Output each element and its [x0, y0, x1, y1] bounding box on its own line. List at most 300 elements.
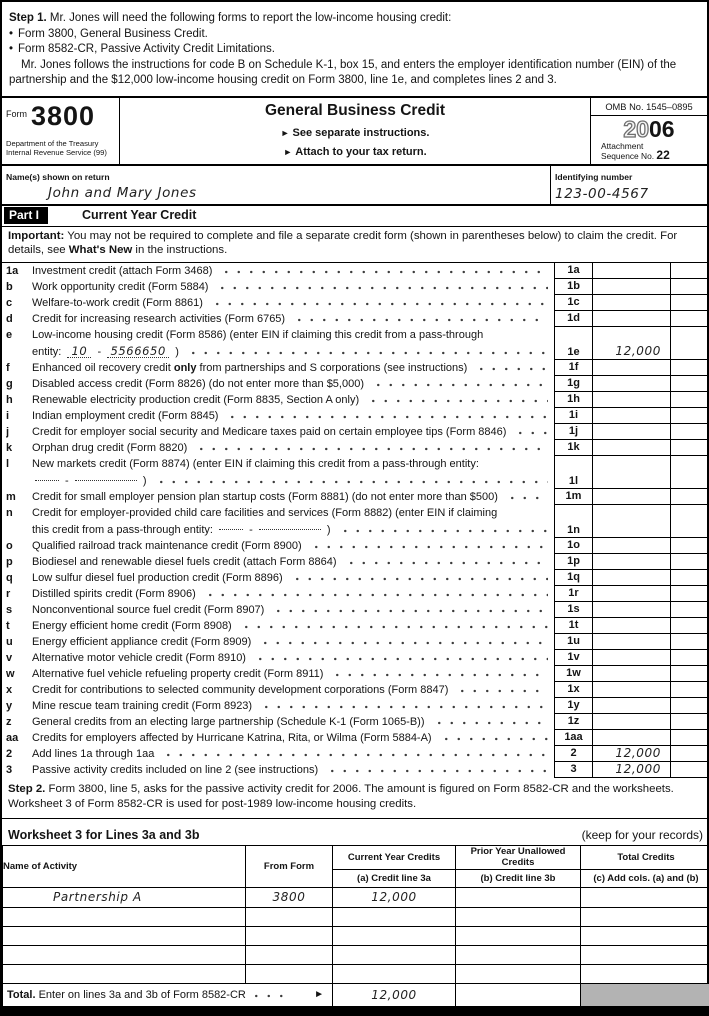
ein-field-part2[interactable]: 5566650 [107, 346, 169, 358]
cents-cell[interactable] [670, 279, 707, 295]
amount-cell-1v[interactable] [592, 650, 670, 666]
amount-cell-1c[interactable] [592, 295, 670, 311]
omb-block [590, 98, 707, 164]
line-number-box: 1v [554, 650, 592, 666]
part1-line-1r [2, 586, 707, 602]
line-prefix: 1a [6, 265, 32, 277]
line-label: Distilled spirits credit (Form 8906) [32, 588, 196, 600]
name-field [2, 166, 550, 204]
total-credit-c-cell [581, 983, 709, 1006]
amount-cell-2[interactable] [592, 746, 670, 762]
cents-cell[interactable] [670, 682, 707, 698]
line-desc [2, 618, 554, 634]
cents-cell[interactable] [670, 327, 707, 360]
line-number-box: 1t [554, 618, 592, 634]
part1-line-1f [2, 360, 707, 376]
cents-cell[interactable] [670, 263, 707, 279]
line-prefix: u [6, 636, 32, 648]
part1-line-1n [2, 505, 707, 538]
part1-line-1i [2, 408, 707, 424]
arrow-icon: ► [314, 989, 324, 1000]
cents-cell[interactable] [670, 714, 707, 730]
instruction-line: ► See separate instructions. [126, 127, 584, 139]
cents-cell[interactable] [670, 666, 707, 682]
dot-leader [475, 362, 548, 374]
bullet-icon: • [9, 27, 13, 43]
dot-leader [326, 764, 548, 776]
col-header-name-of-activity: Name of Activity [3, 845, 246, 887]
dot-leader [155, 475, 548, 487]
credit-a-cell[interactable] [333, 907, 456, 926]
line-number-box: 1m [554, 489, 592, 505]
credit-a-cell[interactable] [333, 926, 456, 945]
line-label: New markets credit (Form 8874) (enter EIN if claiming this credit from a pass-through entity: [32, 458, 479, 470]
line-desc [2, 376, 554, 392]
from-form-cell[interactable] [246, 945, 333, 964]
total-credit-b-cell[interactable] [456, 983, 581, 1006]
dot-leader [250, 989, 284, 1001]
part1-line-1t [2, 618, 707, 634]
part1-line-1g [2, 376, 707, 392]
worksheet-title: Worksheet 3 for Lines 3a and 3b [8, 828, 200, 842]
worksheet-row [3, 907, 709, 926]
amount-cell-1f[interactable] [592, 360, 670, 376]
line-label: Energy efficient appliance credit (Form 8909) [32, 636, 251, 648]
line-prefix: s [6, 604, 32, 616]
dot-leader [211, 297, 548, 309]
line-prefix: p [6, 556, 32, 568]
line-label: Low-income housing credit (Form 8586) (enter EIN if claiming this credit from a pass-through [32, 329, 483, 341]
part1-tag: Part I [4, 207, 48, 224]
dot-leader [440, 732, 548, 744]
amount-cell-1g[interactable] [592, 376, 670, 392]
line-desc [2, 440, 554, 456]
form-title-block [120, 98, 590, 164]
amount-cell-1x[interactable] [592, 682, 670, 698]
line-desc [2, 311, 554, 327]
credit-b-cell[interactable] [456, 945, 581, 964]
line-prefix: j [6, 426, 32, 438]
dot-leader [260, 700, 548, 712]
line-desc [2, 392, 554, 408]
amount-cell-1u[interactable] [592, 634, 670, 650]
worksheet-row [3, 945, 709, 964]
line-label: Qualified railroad track maintenance credit (Form 8900) [32, 540, 302, 552]
line-prefix: n [6, 507, 32, 519]
part1-line-1l [2, 456, 707, 489]
line-desc [2, 586, 554, 602]
cents-cell[interactable] [670, 311, 707, 327]
dot-leader [204, 588, 548, 600]
attachment-sequence: Attachment Sequence No. 22 [591, 141, 707, 164]
dot-leader [226, 410, 548, 422]
line-prefix: e [6, 329, 32, 341]
line-desc [2, 279, 554, 295]
line-label: Alternative motor vehicle credit (Form 8910) [32, 652, 246, 664]
activity-name-cell[interactable]: Partnership A [3, 887, 246, 907]
dot-leader [456, 684, 548, 696]
tax-year: 2006 [591, 116, 707, 141]
amount-cell-1z[interactable] [592, 714, 670, 730]
line-desc [2, 714, 554, 730]
from-form-cell[interactable] [246, 907, 333, 926]
amount-cell-1r[interactable] [592, 586, 670, 602]
step1-label: Step 1. [9, 12, 47, 24]
line-label-continued: entity: [32, 346, 64, 358]
line-number-box: 1b [554, 279, 592, 295]
cents-cell[interactable] [670, 408, 707, 424]
line-prefix: v [6, 652, 32, 664]
line-number-box: 1q [554, 570, 592, 586]
line-prefix: k [6, 442, 32, 454]
amount-cell-1s[interactable] [592, 602, 670, 618]
cents-cell[interactable] [670, 424, 707, 440]
worksheet-row [3, 926, 709, 945]
line-number-box: 1x [554, 682, 592, 698]
form-title: General Business Credit [126, 102, 584, 120]
part1-line-1c [2, 295, 707, 311]
line-label: Investment credit (attach Form 3468) [32, 265, 212, 277]
part1-line-1w [2, 666, 707, 682]
part1-line-2 [2, 746, 707, 762]
part1-line-1a [2, 263, 707, 279]
line-desc [2, 263, 554, 279]
cents-cell[interactable] [670, 554, 707, 570]
part1-line-1h [2, 392, 707, 408]
line-desc: l New markets credit (Form 8874) (enter EIN if claiming this credit from a pass-through entity: - ) [2, 456, 554, 489]
identifying-number-field [550, 166, 707, 204]
amount-cell-1p[interactable] [592, 554, 670, 570]
dot-leader [345, 556, 549, 568]
amount-cell-1d[interactable] [592, 311, 670, 327]
step2-paragraph: Step 2. Form 3800, line 5, asks for the passive activity credit for 2006. The amount is figured on Form 8582-CR and the worksheets. Worksheet 3 of Form 8582-CR is used for post-1989 low-income housing credits. [2, 778, 707, 819]
dot-leader [291, 572, 548, 584]
col-subheader-a: (a) Credit line 3a [333, 869, 456, 887]
activity-name-cell[interactable] [3, 907, 246, 926]
worksheet-table [2, 845, 709, 1007]
line-desc [2, 424, 554, 440]
dot-leader [254, 652, 548, 664]
credit-b-cell[interactable] [456, 964, 581, 983]
credit-b-cell[interactable] [456, 887, 581, 907]
amount-cell-1n[interactable] [592, 505, 670, 538]
part1-line-1u [2, 634, 707, 650]
line-desc [2, 554, 554, 570]
line-prefix: h [6, 394, 32, 406]
part1-line-1m [2, 489, 707, 505]
dot-leader [220, 265, 548, 277]
part1-line-1j [2, 424, 707, 440]
line-desc: f Enhanced oil recovery credit only from partnerships and S corporations (see instructions) [2, 360, 554, 376]
amount-cell-1q[interactable] [592, 570, 670, 586]
line-prefix: w [6, 668, 32, 680]
cents-cell[interactable] [670, 730, 707, 746]
line-prefix: c [6, 297, 32, 309]
line-number-box: 1l [554, 456, 592, 489]
credit-b-cell[interactable] [456, 926, 581, 945]
part1-line-1q [2, 570, 707, 586]
line-number-box: 1a [554, 263, 592, 279]
line-label: Credits for employers affected by Hurricane Katrina, Rita, or Wilma (Form 5884-A) [32, 732, 432, 744]
line-number-box: 1o [554, 538, 592, 554]
credit-c-cell[interactable] [581, 945, 709, 964]
amount-cell-1e[interactable] [592, 327, 670, 360]
from-form-cell[interactable] [246, 926, 333, 945]
amount-cell-1a[interactable] [592, 263, 670, 279]
ein-field-part2[interactable] [75, 480, 137, 481]
line-number-box: 1y [554, 698, 592, 714]
col-header-current-year-credits: Current Year Credits [333, 845, 456, 869]
bullet-item: • Form 3800, General Business Credit. [9, 27, 700, 43]
line-number-box: 1w [554, 666, 592, 682]
line-number-box: 1h [554, 392, 592, 408]
arrow-icon: ► [281, 128, 290, 138]
cents-cell[interactable] [670, 698, 707, 714]
col-header-total-credits: Total Credits [581, 845, 709, 869]
part1-line-1o [2, 538, 707, 554]
line-desc [2, 570, 554, 586]
line-label: Enhanced oil recovery credit [32, 362, 174, 374]
cents-cell[interactable] [670, 650, 707, 666]
activity-name-cell[interactable] [3, 964, 246, 983]
dot-leader [339, 524, 548, 536]
line-label: Credit for small employer pension plan startup costs (Form 8881) (do not enter more than $500) [32, 491, 498, 503]
cents-cell[interactable] [670, 570, 707, 586]
cents-cell[interactable] [670, 762, 707, 778]
line-prefix: 2 [6, 748, 32, 760]
dot-leader [293, 313, 548, 325]
amount-cell-1i[interactable] [592, 408, 670, 424]
dot-leader [259, 636, 548, 648]
name-label: Name(s) shown on return [6, 172, 110, 182]
bullet-icon: • [9, 42, 13, 58]
worksheet-title-row [2, 819, 707, 845]
dot-leader [272, 604, 548, 616]
credit-c-cell[interactable] [581, 907, 709, 926]
ein-field-part1[interactable]: 10 [67, 346, 91, 358]
dot-leader [433, 716, 548, 728]
amount-value: 12,000 [615, 746, 661, 760]
dot-leader [310, 540, 548, 552]
line-prefix: i [6, 410, 32, 422]
cents-cell[interactable] [670, 376, 707, 392]
credit-a-cell[interactable] [333, 964, 456, 983]
line-label: Credit for contributions to selected community development corporations (Form 8847) [32, 684, 448, 696]
line-prefix: o [6, 540, 32, 552]
line-label: Biodiesel and renewable diesel fuels credit (attach Form 8864) [32, 556, 337, 568]
line-desc [2, 295, 554, 311]
part1-line-1b [2, 279, 707, 295]
part1-line-1z [2, 714, 707, 730]
line-desc: n Credit for employer-provided child care facilities and services (Form 8882) (enter EIN if claiming this credit from a pass-through entity: - ) [2, 505, 554, 538]
credit-c-cell[interactable] [581, 887, 709, 907]
form-word: Form [6, 109, 27, 119]
step2-label: Step 2. [8, 783, 45, 795]
credit-c-cell[interactable] [581, 964, 709, 983]
cents-cell[interactable] [670, 602, 707, 618]
identifying-number-label: Identifying number [555, 172, 632, 182]
cents-cell[interactable] [670, 618, 707, 634]
line-number-box: 1r [554, 586, 592, 602]
line-number-box: 1f [554, 360, 592, 376]
dot-leader [331, 668, 548, 680]
amount-value: 12,000 [615, 344, 661, 358]
col-subheader-b: (b) Credit line 3b [456, 869, 581, 887]
ein-field-part2[interactable] [259, 529, 321, 530]
amount-cell-1j[interactable] [592, 424, 670, 440]
worksheet-total-row [3, 983, 709, 1006]
line-desc [2, 682, 554, 698]
form-number: 3800 [31, 101, 95, 131]
line-number-box: 1j [554, 424, 592, 440]
dot-leader [514, 426, 548, 438]
cents-cell[interactable] [670, 440, 707, 456]
worksheet-row [3, 887, 709, 907]
line-desc [2, 698, 554, 714]
omb-number: OMB No. 1545–0895 [591, 98, 707, 116]
form-number-block [2, 98, 120, 164]
cents-cell[interactable] [670, 746, 707, 762]
line-number-box: 1p [554, 554, 592, 570]
amount-cell-1y[interactable] [592, 698, 670, 714]
part1-line-1aa [2, 730, 707, 746]
line-label: Low sulfur diesel fuel production credit (Form 8896) [32, 572, 283, 584]
step1-body: Mr. Jones follows the instructions for code B on Schedule K-1, box 15, and enters the employer identification number (EIN) of the partnership and the $12,000 low-income housing credit on Form 3800, line 1e, and completes lines 2 and 3. [9, 58, 700, 89]
part1-line-1e [2, 327, 707, 360]
step1-paragraph [2, 2, 707, 96]
cents-cell[interactable] [670, 489, 707, 505]
line-prefix: r [6, 588, 32, 600]
ein-field-part1[interactable] [35, 480, 59, 481]
line-label: Energy efficient home credit (Form 8908) [32, 620, 232, 632]
amount-cell-1k[interactable] [592, 440, 670, 456]
dot-leader [367, 394, 548, 406]
line-number-box: 2 [554, 746, 592, 762]
part1-line-1p [2, 554, 707, 570]
part1-line-1s [2, 602, 707, 618]
from-form-cell[interactable]: 3800 [246, 887, 333, 907]
amount-cell-1b[interactable] [592, 279, 670, 295]
dot-leader [372, 378, 548, 390]
part1-line-1k [2, 440, 707, 456]
line-label: Work opportunity credit (Form 5884) [32, 281, 208, 293]
line-desc [2, 666, 554, 682]
line-prefix: aa [6, 732, 32, 744]
line-number-box: 1s [554, 602, 592, 618]
amount-cell-1m[interactable] [592, 489, 670, 505]
cents-cell[interactable] [670, 586, 707, 602]
line-label: Nonconventional source fuel credit (Form 8907) [32, 604, 264, 616]
part1-line-1x [2, 682, 707, 698]
identifying-number-value[interactable]: 123-00-4567 [555, 186, 703, 202]
cents-cell[interactable] [670, 295, 707, 311]
activity-name-cell[interactable] [3, 945, 246, 964]
instruction-line: ► Attach to your tax return. [126, 146, 584, 158]
amount-cell-1o[interactable] [592, 538, 670, 554]
line-number-box: 1u [554, 634, 592, 650]
line-desc: e Low-income housing credit (Form 8586) (enter EIN if claiming this credit from a pass-through entity: 10 - 5566650 ) [2, 327, 554, 360]
line-prefix: t [6, 620, 32, 632]
line-label: Welfare-to-work credit (Form 8861) [32, 297, 203, 309]
total-credit-a-cell[interactable]: 12,000 [333, 983, 456, 1006]
credit-a-cell[interactable]: 12,000 [333, 887, 456, 907]
line-prefix: b [6, 281, 32, 293]
line-prefix: 3 [6, 764, 32, 776]
line-desc [2, 762, 554, 778]
line-label: General credits from an electing large partnership (Schedule K-1 (Form 1065-B)) [32, 716, 425, 728]
cents-cell[interactable] [670, 634, 707, 650]
step1-line: Step 1. Mr. Jones will need the following forms to report the low-income housing credit: [9, 11, 700, 27]
line-prefix: d [6, 313, 32, 325]
from-form-cell[interactable] [246, 964, 333, 983]
name-value[interactable]: John and Mary Jones [48, 185, 546, 201]
amount-cell-1l[interactable] [592, 456, 670, 489]
part1-line-1y [2, 698, 707, 714]
line-prefix: z [6, 716, 32, 728]
total-label-cell: Total. Enter on lines 3a and 3b of Form 8582-CR ► [3, 983, 333, 1006]
line-desc [2, 730, 554, 746]
line-prefix: y [6, 700, 32, 712]
part1-line-1v [2, 650, 707, 666]
line-label-continued: this credit from a pass-through entity: [32, 524, 216, 536]
line-label: Credit for employer social security and Medicare taxes paid on certain employee tips (Form 8846) [32, 426, 506, 438]
dot-leader [240, 620, 548, 632]
line-prefix: m [6, 491, 32, 503]
line-label: Indian employment credit (Form 8845) [32, 410, 218, 422]
amount-value: 12,000 [615, 762, 661, 776]
line-number-box: 3 [554, 762, 592, 778]
cents-cell[interactable] [670, 456, 707, 489]
line-desc [2, 489, 554, 505]
line-label: Credit for employer-provided child care facilities and services (Form 8882) (enter EIN if claiming [32, 507, 497, 519]
part1-line-1d [2, 311, 707, 327]
keep-for-records-note: (keep for your records) [582, 828, 703, 842]
cents-cell[interactable] [670, 360, 707, 376]
line-number-box: 1aa [554, 730, 592, 746]
line-desc [2, 650, 554, 666]
line-label: Passive activity credits included on line 2 (see instructions) [32, 764, 318, 776]
line-label: Mine rescue team training credit (Form 8923) [32, 700, 252, 712]
cents-cell[interactable] [670, 538, 707, 554]
line-label: Renewable electricity production credit (Form 8835, Section A only) [32, 394, 359, 406]
amount-cell-1aa[interactable] [592, 730, 670, 746]
ein-field-part1[interactable] [219, 529, 243, 530]
credit-b-cell[interactable] [456, 907, 581, 926]
form-header [2, 96, 707, 164]
col-header-from-form: From Form [246, 845, 333, 887]
arrow-icon: ► [283, 147, 292, 157]
amount-cell-1w[interactable] [592, 666, 670, 682]
cents-cell[interactable] [670, 392, 707, 408]
credit-c-cell[interactable] [581, 926, 709, 945]
line-number-box: 1g [554, 376, 592, 392]
credit-a-cell[interactable] [333, 945, 456, 964]
col-header-prior-year-unallowed: Prior Year Unallowed Credits [456, 845, 581, 869]
line-label: Credit for increasing research activities (Form 6765) [32, 313, 285, 325]
cents-cell[interactable] [670, 505, 707, 538]
col-subheader-c: (c) Add cols. (a) and (b) [581, 869, 709, 887]
dot-leader [216, 281, 548, 293]
amount-cell-3[interactable] [592, 762, 670, 778]
line-label: Add lines 1a through 1aa [32, 748, 154, 760]
activity-name-cell[interactable] [3, 926, 246, 945]
line-prefix: x [6, 684, 32, 696]
line-number-box: 1k [554, 440, 592, 456]
amount-cell-1t[interactable] [592, 618, 670, 634]
important-note: Important: You may not be required to complete and file a separate credit form (shown in parentheses below) to claim the credit. For details, see What's New in the instructions. [2, 227, 707, 263]
line-number-box: 1c [554, 295, 592, 311]
amount-cell-1h[interactable] [592, 392, 670, 408]
